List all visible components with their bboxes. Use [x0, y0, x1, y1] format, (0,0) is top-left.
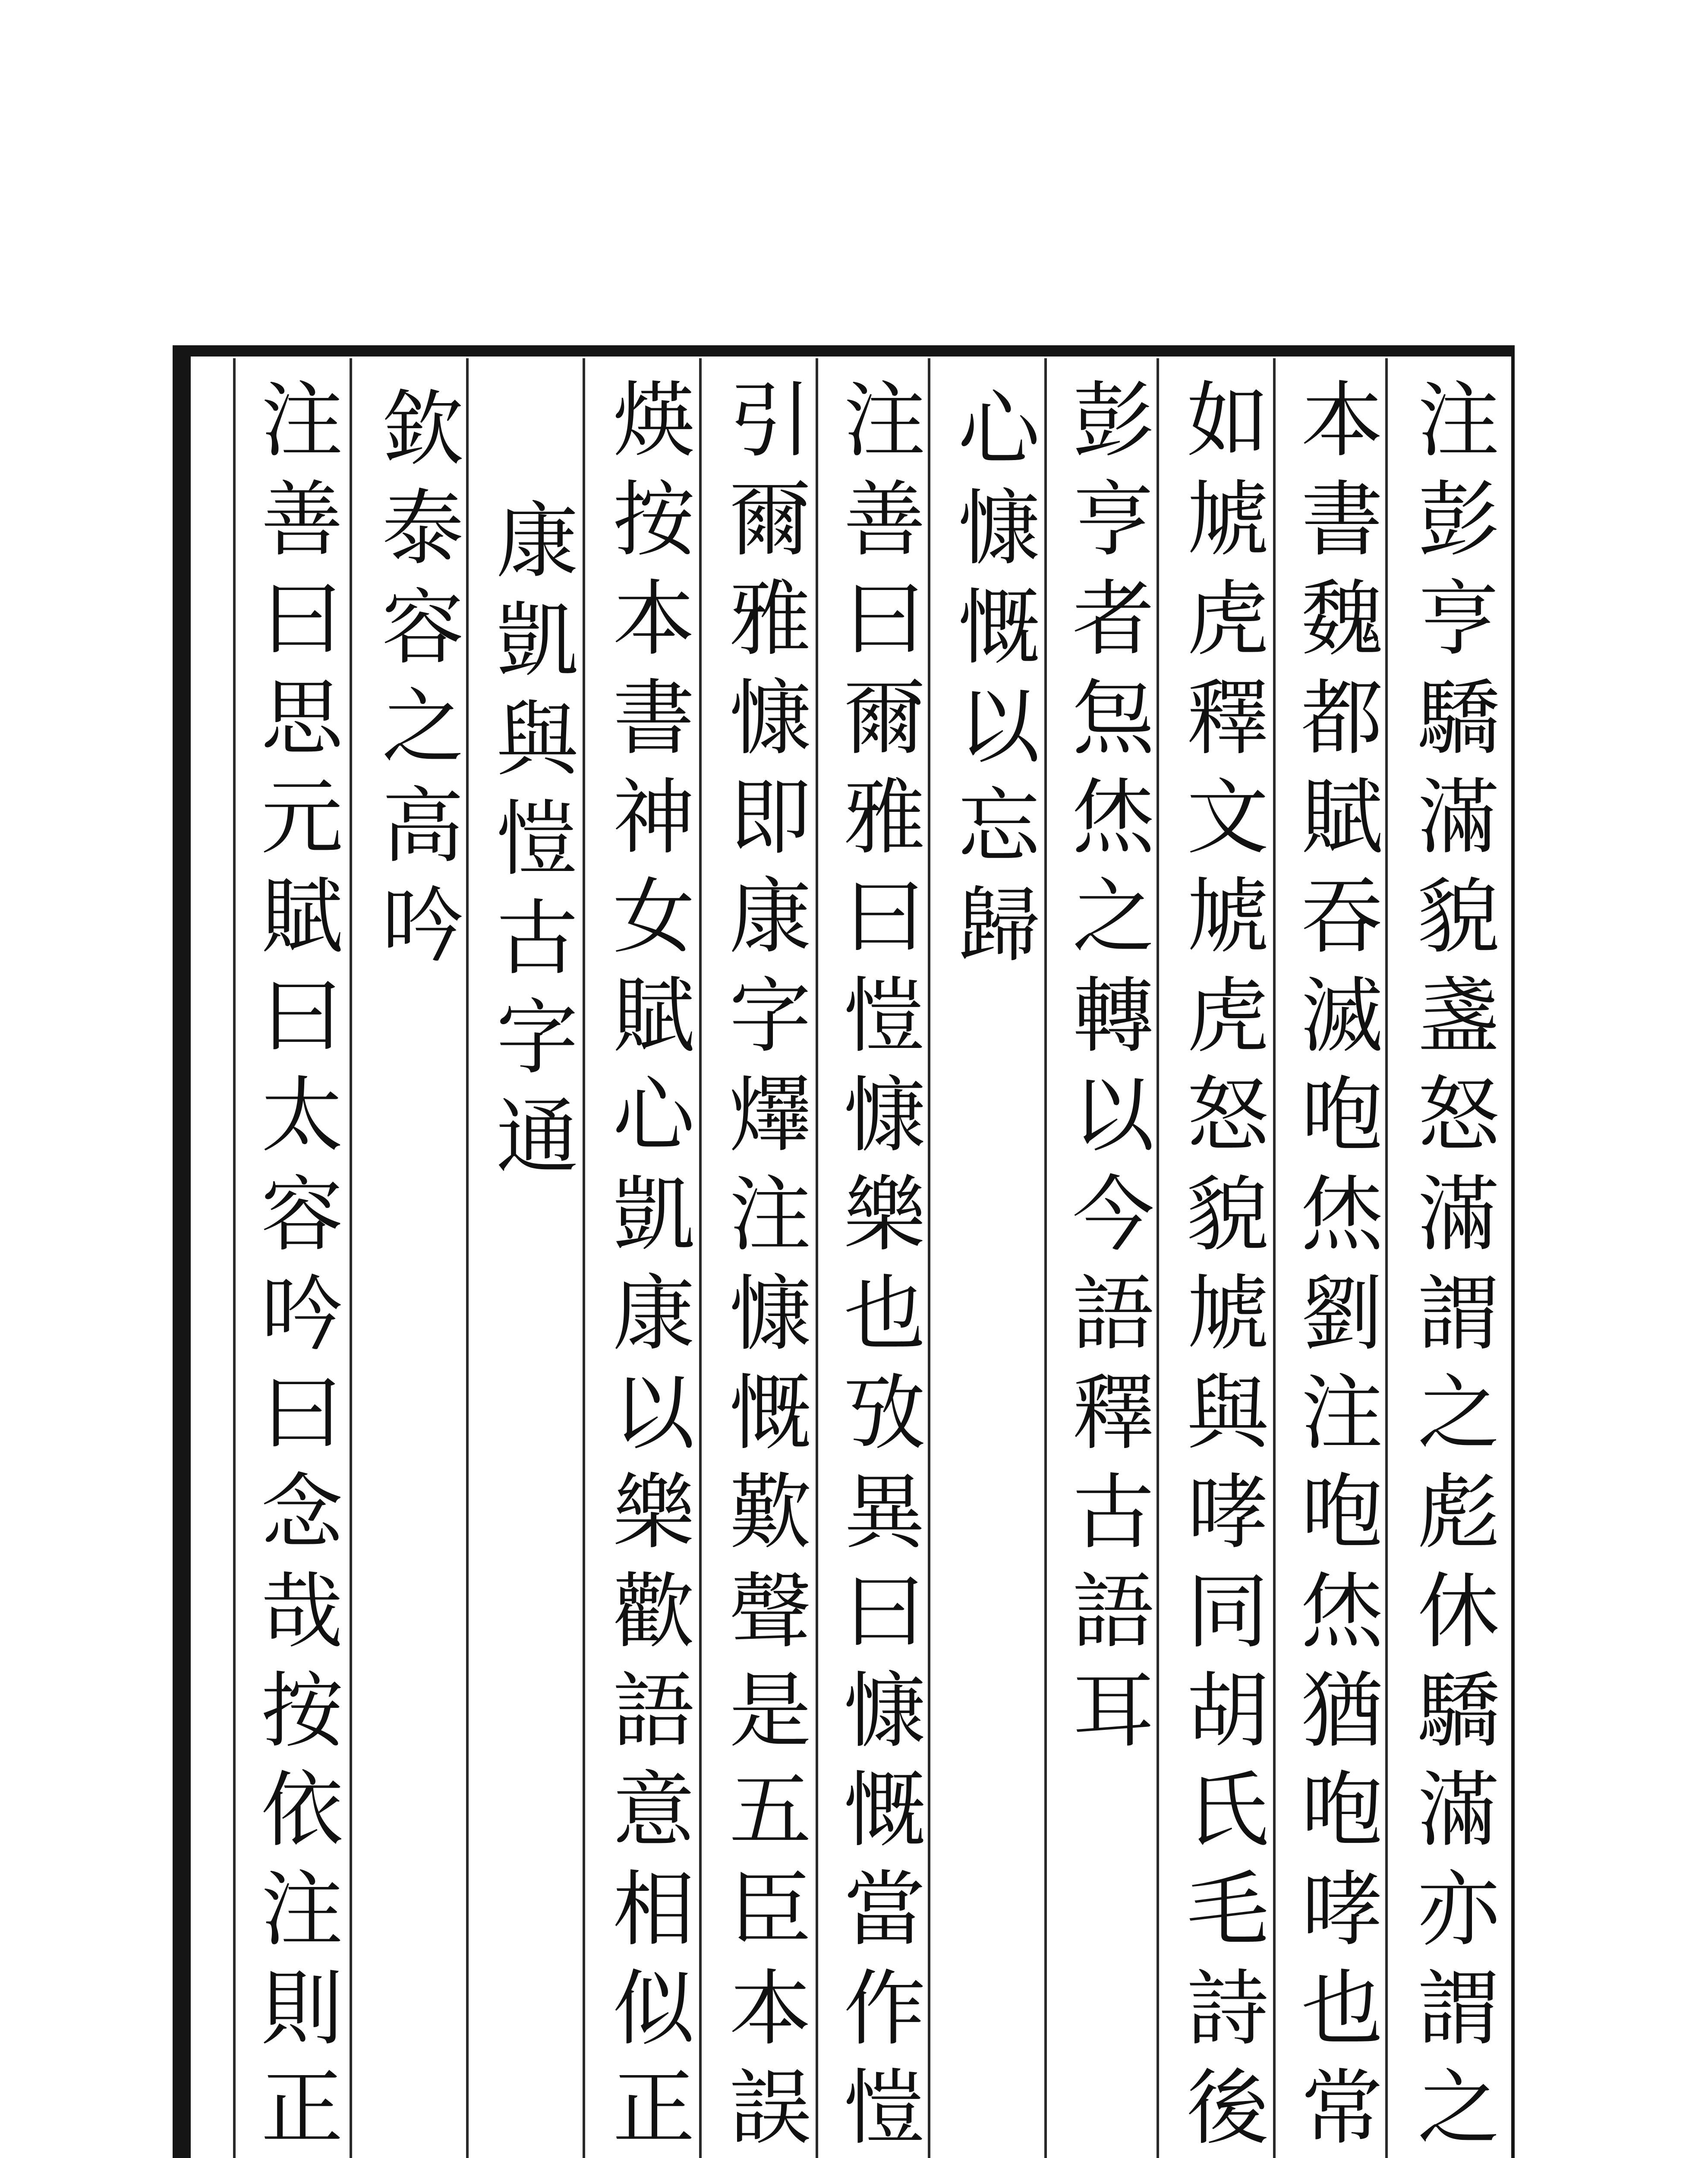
glyph: 注	[1417, 373, 1500, 468]
glyph: 康	[612, 1266, 695, 1362]
glyph: 愷	[496, 792, 578, 887]
glyph: 咆	[1301, 1068, 1383, 1163]
glyph: 虓	[1186, 869, 1269, 965]
glyph: 貌	[1186, 1167, 1269, 1262]
glyph: 虎	[1186, 571, 1269, 667]
glyph: 同	[1186, 1564, 1269, 1660]
glyph: 則	[261, 1961, 343, 2057]
glyph: 注	[261, 1862, 343, 1957]
glyph: 即	[729, 770, 811, 865]
glyph: 古	[496, 891, 578, 986]
column-rule	[233, 358, 236, 2158]
glyph: 也	[843, 1266, 926, 1362]
glyph: 釋	[1072, 1366, 1154, 1461]
glyph: 𤒹	[729, 1068, 811, 1163]
glyph: 泰	[381, 481, 464, 576]
glyph: 與	[496, 692, 578, 788]
glyph: 聲	[729, 1564, 811, 1660]
glyph: 滿	[1417, 770, 1500, 865]
glyph: 曰	[843, 571, 926, 667]
glyph: 炰	[1072, 671, 1154, 766]
glyph: 臣	[729, 1862, 811, 1957]
glyph: 怒	[1186, 1068, 1269, 1163]
glyph: 以	[1072, 1068, 1154, 1163]
glyph: 咆	[1301, 1763, 1383, 1858]
glyph: 曰	[261, 1366, 343, 1461]
glyph: 毛	[1186, 1862, 1269, 1957]
glyph: 神	[612, 770, 695, 865]
glyph: 愷	[843, 2060, 926, 2156]
glyph: 本	[1301, 373, 1383, 468]
glyph: 者	[1072, 571, 1154, 667]
glyph: 善	[843, 472, 926, 568]
glyph: 如	[1186, 373, 1269, 468]
glyph: 誤	[729, 2060, 811, 2156]
glyph: 心	[958, 382, 1040, 477]
glyph: 彪	[1417, 1465, 1500, 1560]
glyph: 今	[1072, 1167, 1154, 1262]
glyph: 思	[261, 671, 343, 766]
glyph: 歸	[958, 878, 1040, 973]
glyph: 康	[729, 869, 811, 965]
glyph: 字	[496, 990, 578, 1085]
glyph: 康	[496, 494, 578, 589]
glyph: 意	[612, 1763, 695, 1858]
glyph: 高	[381, 779, 464, 874]
glyph: 當	[843, 1862, 926, 1957]
column-rule	[1044, 358, 1047, 2158]
glyph: 容	[261, 1167, 343, 1262]
glyph: 注	[729, 1167, 811, 1262]
text-column	[380, 380, 466, 975]
column-rule	[583, 358, 585, 2158]
text-column	[494, 492, 580, 1187]
glyph: 貌	[1417, 869, 1500, 965]
glyph: 爾	[729, 472, 811, 568]
glyph: 注	[261, 373, 343, 468]
column-rule	[928, 358, 930, 2158]
glyph: 以	[612, 1366, 695, 1461]
glyph: 慨	[958, 580, 1040, 675]
glyph: 曰	[843, 1564, 926, 1660]
glyph: 滿	[1417, 1763, 1500, 1858]
text-column	[1070, 371, 1157, 1761]
glyph: 吟	[261, 1266, 343, 1362]
glyph: 彭	[1417, 472, 1500, 568]
glyph: 樂	[843, 1167, 926, 1262]
glyph: 慨	[729, 1366, 811, 1461]
column-rule	[350, 358, 352, 2158]
glyph: 之	[381, 679, 464, 775]
text-column	[727, 371, 813, 2158]
glyph: 按	[261, 1663, 343, 1759]
glyph: 太	[261, 1068, 343, 1163]
glyph: 之	[1072, 869, 1154, 965]
glyph: 常	[1301, 2060, 1383, 2156]
glyph: 女	[612, 869, 695, 965]
glyph: 怒	[1417, 1068, 1500, 1163]
glyph: 賦	[612, 969, 695, 1064]
text-column	[956, 380, 1042, 975]
glyph: 正	[612, 2060, 695, 2156]
glyph: 吟	[381, 878, 464, 973]
glyph: 慷	[843, 1663, 926, 1759]
glyph: 彭	[1072, 373, 1154, 468]
glyph: 雅	[843, 770, 926, 865]
glyph: 謂	[1417, 1961, 1500, 2057]
glyph: 語	[1072, 1564, 1154, 1660]
glyph: 慷	[729, 1266, 811, 1362]
glyph: 也	[1301, 1961, 1383, 2057]
glyph: 語	[1072, 1266, 1154, 1362]
glyph: 依	[261, 1763, 343, 1858]
glyph: 咆	[1301, 1465, 1383, 1560]
glyph: 魏	[1301, 571, 1383, 667]
glyph: 是	[729, 1663, 811, 1759]
glyph: 書	[1301, 472, 1383, 568]
glyph: 亨	[1072, 472, 1154, 568]
glyph: 胡	[1186, 1663, 1269, 1759]
glyph: 賦	[261, 869, 343, 965]
glyph: 正	[261, 2060, 343, 2156]
column-rule	[1273, 358, 1276, 2158]
glyph: 吞	[1301, 869, 1383, 965]
glyph: 釋	[1186, 671, 1269, 766]
glyph: 雅	[729, 571, 811, 667]
glyph: 哮	[1186, 1465, 1269, 1560]
glyph: 氏	[1186, 1763, 1269, 1858]
glyph: 都	[1301, 671, 1383, 766]
text-column	[1185, 371, 1271, 2158]
glyph: 凱	[496, 593, 578, 688]
column-rule	[699, 358, 702, 2158]
glyph: 烋	[1072, 770, 1154, 865]
glyph: 休	[1417, 1564, 1500, 1660]
glyph: 欽	[381, 382, 464, 477]
glyph: 虓	[1186, 1266, 1269, 1362]
glyph: 虓	[1186, 472, 1269, 568]
glyph: 歎	[729, 1465, 811, 1560]
glyph: 謂	[1417, 1266, 1500, 1362]
glyph: 愷	[843, 969, 926, 1064]
glyph: 慨	[843, 1763, 926, 1858]
glyph: 相	[612, 1862, 695, 1957]
glyph: 賦	[1301, 770, 1383, 865]
glyph: 通	[496, 1089, 578, 1185]
glyph: 虎	[1186, 969, 1269, 1064]
glyph: 慷	[843, 1068, 926, 1163]
text-column	[1415, 371, 1502, 2158]
glyph: 本	[729, 1961, 811, 2057]
glyph: 凱	[612, 1167, 695, 1262]
glyph: 爾	[843, 671, 926, 766]
glyph: 哮	[1301, 1862, 1383, 1957]
glyph: 猶	[1301, 1663, 1383, 1759]
column-rule	[816, 358, 818, 2158]
glyph: 作	[843, 1961, 926, 2057]
text-column	[259, 371, 345, 2158]
text-column	[1299, 371, 1385, 2158]
glyph: 元	[261, 770, 343, 865]
glyph: 樂	[612, 1465, 695, 1560]
text-column	[611, 371, 697, 2158]
glyph: 本	[612, 571, 695, 667]
glyph: 亦	[1417, 1862, 1500, 1957]
glyph: 歡	[612, 1564, 695, 1660]
column-rule	[466, 358, 469, 2158]
glyph: 詩	[1186, 1961, 1269, 2057]
glyph: 慷	[958, 481, 1040, 576]
glyph: 烋	[1301, 1564, 1383, 1660]
glyph: 劉	[1301, 1266, 1383, 1362]
glyph: 五	[729, 1763, 811, 1858]
glyph: 之	[1417, 2060, 1500, 2156]
glyph: 轉	[1072, 969, 1154, 1064]
glyph: 耳	[1072, 1663, 1154, 1759]
glyph: 書	[612, 671, 695, 766]
glyph: 哉	[261, 1564, 343, 1660]
glyph: 慷	[729, 671, 811, 766]
glyph: 注	[843, 373, 926, 468]
glyph: 注	[1301, 1366, 1383, 1461]
glyph: 似	[612, 1961, 695, 2057]
glyph: 容	[381, 580, 464, 675]
glyph: 驕	[1417, 1663, 1500, 1759]
glyph: 善	[261, 472, 343, 568]
glyph: 念	[261, 1465, 343, 1560]
glyph: 煐	[612, 373, 695, 468]
glyph: 烋	[1301, 1167, 1383, 1262]
glyph: 後	[1186, 2060, 1269, 2156]
glyph: 盞	[1417, 969, 1500, 1064]
glyph: 滿	[1417, 1167, 1500, 1262]
glyph: 攷	[843, 1366, 926, 1461]
glyph: 驕	[1417, 671, 1500, 766]
glyph: 忘	[958, 779, 1040, 874]
glyph: 按	[612, 472, 695, 568]
glyph: 文	[1186, 770, 1269, 865]
glyph: 亨	[1417, 571, 1500, 667]
glyph: 古	[1072, 1465, 1154, 1560]
column-rule	[1385, 358, 1388, 2158]
glyph: 心	[612, 1068, 695, 1163]
glyph: 曰	[261, 969, 343, 1064]
glyph: 語	[612, 1663, 695, 1759]
glyph: 曰	[843, 869, 926, 965]
glyph: 字	[729, 969, 811, 1064]
glyph: 以	[958, 679, 1040, 775]
glyph: 與	[1186, 1366, 1269, 1461]
glyph: 曰	[261, 571, 343, 667]
glyph: 引	[729, 373, 811, 468]
glyph: 之	[1417, 1366, 1500, 1461]
text-column	[841, 371, 928, 2158]
glyph: 滅	[1301, 969, 1383, 1064]
glyph: 異	[843, 1465, 926, 1560]
column-rule	[1157, 358, 1159, 2158]
